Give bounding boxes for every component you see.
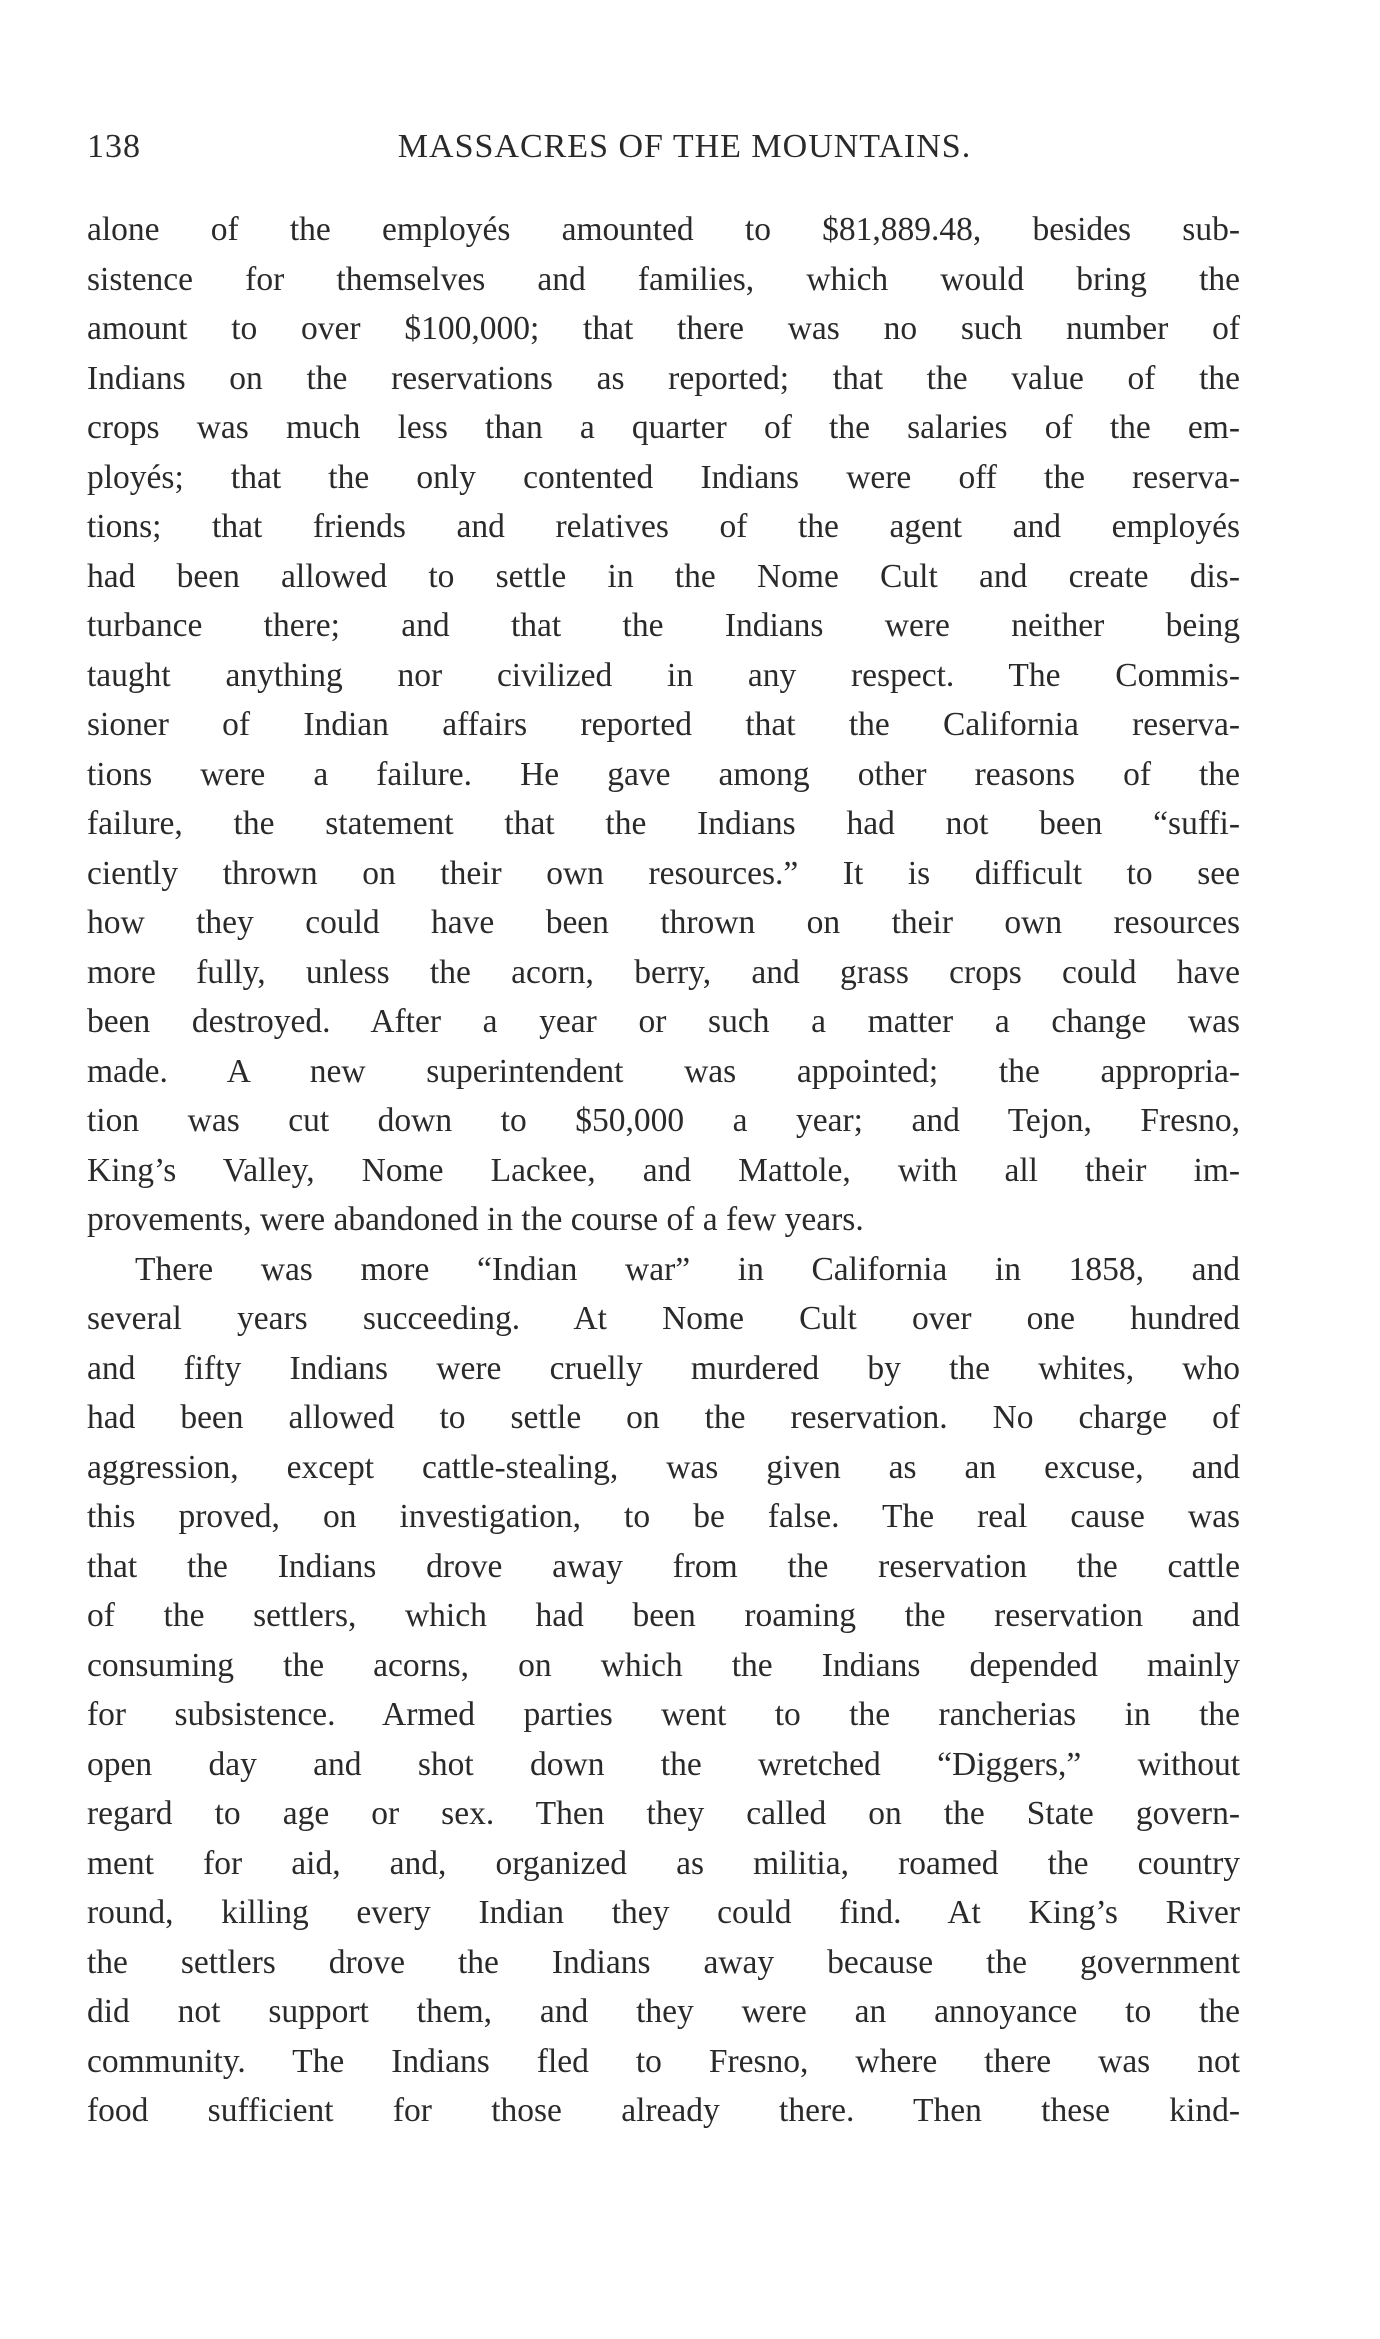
- paragraph: [87, 1245, 1240, 2136]
- text-line: tion was cut down to $50,000 a year; and Tejon, Fresno,: [87, 1102, 1240, 1139]
- text-line: several years succeeding. At Nome Cult over one hundred: [87, 1300, 1240, 1337]
- text-line: more fully, unless the acorn, berry, and grass crops could have: [87, 953, 1240, 991]
- text-line: made. A new superintendent was appointed; the appropria-: [87, 1052, 1240, 1090]
- text-line: Indians on the reservations as reported; that the value of the: [87, 359, 1240, 397]
- text-line: ciently thrown on their own resources.” It is difficult to see: [87, 854, 1240, 892]
- text-line: aggression, except cattle-stealing, was given as an excuse, and: [87, 1448, 1240, 1486]
- text-line: turbance there; and that the Indians were neither being: [87, 607, 1240, 644]
- text-line: provements, were abandoned in the course of a few years.: [87, 1201, 864, 1238]
- text-line: sioner of Indian affairs reported that the California reserva-: [87, 706, 1240, 743]
- text-line: had been allowed to settle in the Nome Cult and create dis-: [87, 557, 1240, 595]
- body-text: [87, 205, 1240, 2136]
- text-line: the settlers drove the Indians away because the government: [87, 1943, 1240, 1981]
- text-line: consuming the acorns, on which the Indians depended mainly: [87, 1646, 1240, 1684]
- text-line: regard to age or sex. Then they called on the State govern-: [87, 1795, 1240, 1832]
- text-line: did not support them, and they were an annoyance to the: [87, 1993, 1240, 2030]
- text-line: ment for aid, and, organized as militia, roamed the country: [87, 1844, 1240, 1882]
- paragraph: [87, 205, 1240, 1245]
- text-line: round, killing every Indian they could find. At King’s River: [87, 1894, 1240, 1931]
- text-line: tions; that friends and relatives of the agent and employés: [87, 508, 1240, 545]
- text-line: had been allowed to settle on the reservation. No charge of: [87, 1399, 1240, 1436]
- text-line: crops was much less than a quarter of the salaries of the em-: [87, 409, 1240, 446]
- text-line: how they could have been thrown on their own resources: [87, 904, 1240, 941]
- running-head: [87, 128, 1242, 178]
- text-line: been destroyed. After a year or such a matter a change was: [87, 1003, 1240, 1040]
- text-line: taught anything nor civilized in any respect. The Commis-: [87, 656, 1240, 694]
- text-line: that the Indians drove away from the reservation the cattle: [87, 1547, 1240, 1585]
- text-line: ployés; that the only contented Indians were off the reserva-: [87, 458, 1240, 496]
- text-line: open day and shot down the wretched “Diggers,” without: [87, 1745, 1240, 1783]
- text-line: King’s Valley, Nome Lackee, and Mattole, with all their im-: [87, 1151, 1240, 1189]
- text-line: of the settlers, which had been roaming the reservation and: [87, 1597, 1240, 1634]
- text-line: There was more “Indian war” in California in 1858, and: [135, 1250, 1240, 1288]
- text-line: amount to over $100,000; that there was no such number of: [87, 310, 1240, 347]
- running-title: MASSACRES OF THE MOUNTAINS.: [397, 128, 972, 165]
- text-line: failure, the statement that the Indians had not been “suffi-: [87, 805, 1240, 842]
- text-line: for subsistence. Armed parties went to the rancherias in the: [87, 1696, 1240, 1733]
- text-line: community. The Indians fled to Fresno, where there was not: [87, 2042, 1240, 2080]
- text-line: food sufficient for those already there. Then these kind-: [87, 2092, 1240, 2129]
- text-line: and fifty Indians were cruelly murdered by the whites, who: [87, 1349, 1240, 1387]
- page-number: 138: [87, 128, 141, 165]
- text-line: tions were a failure. He gave among other reasons of the: [87, 755, 1240, 793]
- text-line: alone of the employés amounted to $81,889.48, besides sub-: [87, 211, 1240, 248]
- text-line: this proved, on investigation, to be false. The real cause was: [87, 1498, 1240, 1535]
- text-line: sistence for themselves and families, which would bring the: [87, 260, 1240, 298]
